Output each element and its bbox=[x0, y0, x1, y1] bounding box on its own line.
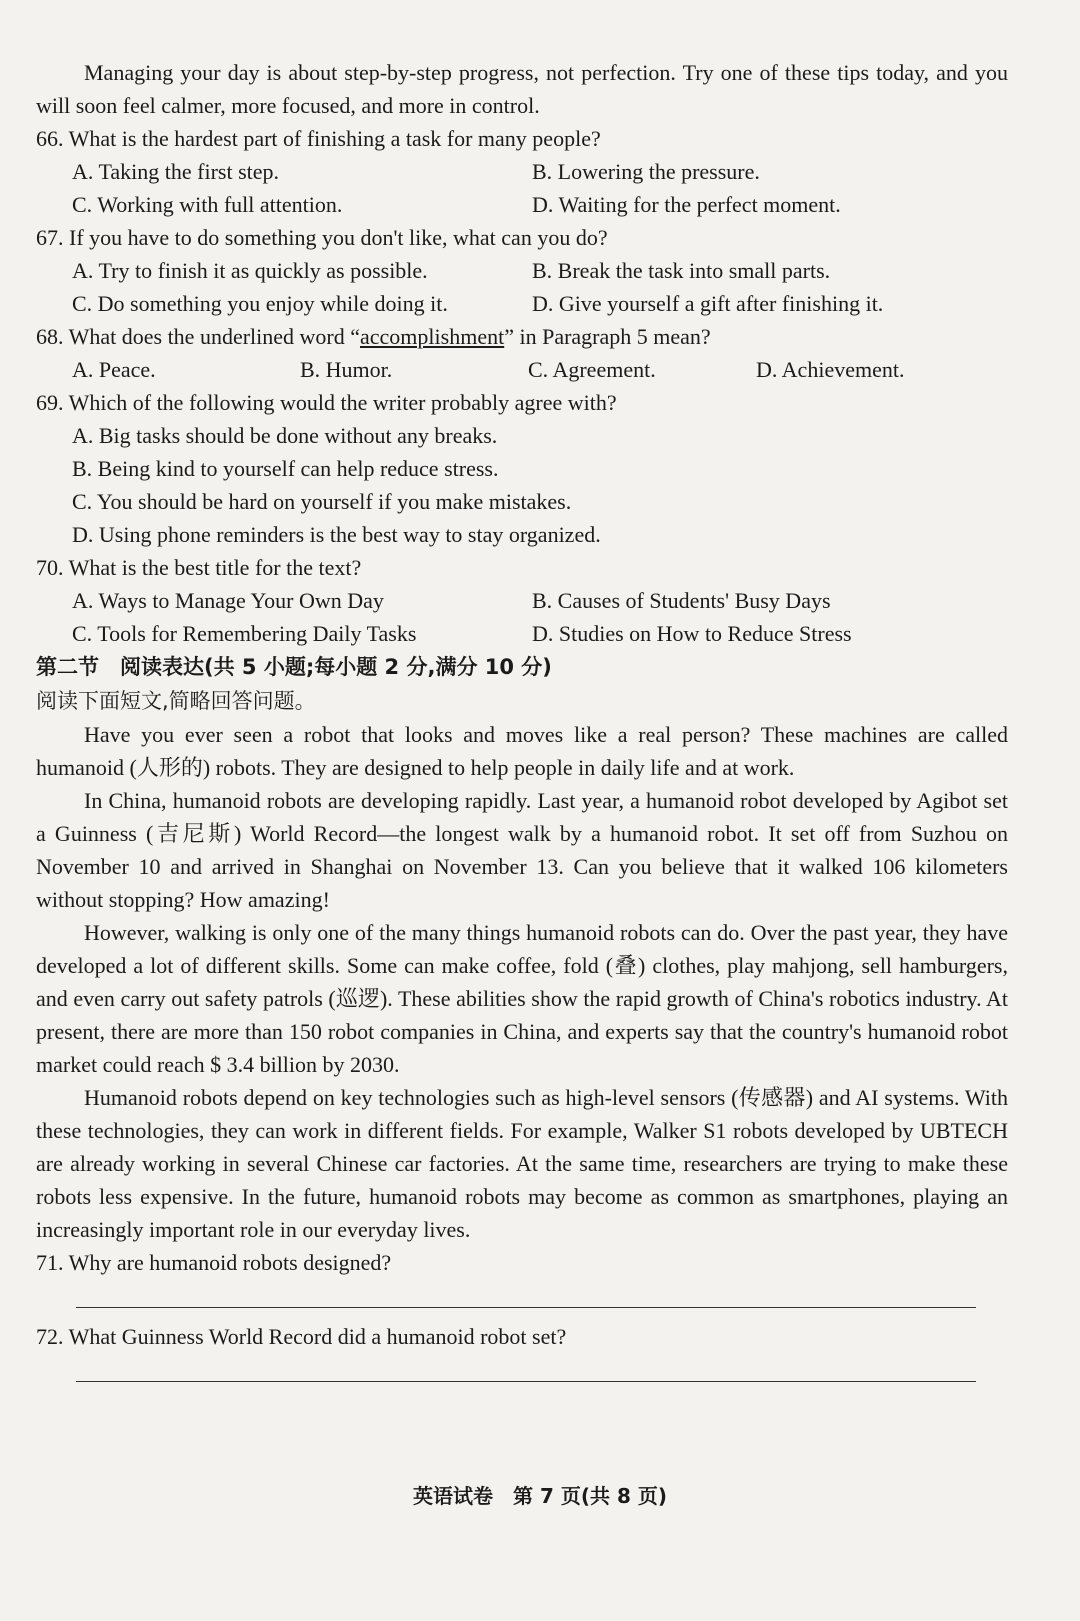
option-c[interactable]: C. Tools for Remembering Daily Tasks bbox=[72, 621, 417, 646]
option-a[interactable]: A. Taking the first step. bbox=[72, 159, 280, 184]
option-d[interactable]: D. Waiting for the perfect moment. bbox=[532, 192, 841, 217]
question-69 bbox=[36, 386, 1008, 551]
option-a[interactable]: A. Ways to Manage Your Own Day bbox=[72, 588, 384, 613]
option-a[interactable]: A. Try to finish it as quickly as possible. bbox=[72, 258, 428, 283]
option-d[interactable]: D. Achievement. bbox=[756, 357, 905, 382]
option-b[interactable]: B. Lowering the pressure. bbox=[532, 159, 760, 184]
option-b[interactable]: B. Humor. bbox=[300, 357, 393, 382]
option-c[interactable]: C. Do something you enjoy while doing it. bbox=[72, 291, 448, 316]
answer-line[interactable] bbox=[76, 1285, 976, 1308]
option-b[interactable]: B. Causes of Students' Busy Days bbox=[532, 588, 831, 613]
stem-text: 68. What does the underlined word “ bbox=[36, 324, 361, 349]
question-stem: 66. What is the hardest part of finishing a task for many people? bbox=[36, 126, 601, 151]
option-b[interactable]: B. Break the task into small parts. bbox=[532, 258, 831, 283]
question-stem: 69. Which of the following would the writer probably agree with? bbox=[36, 390, 617, 415]
option-c[interactable]: C. You should be hard on yourself if you make mistakes. bbox=[72, 489, 572, 514]
passage-paragraph: However, walking is only one of the many things humanoid robots can do. Over the past year, they have developed a lot of different skills. Some can make coffee, fold (叠) clothes, play mahjong, sell hamburgers, and even carry out safety patrols (巡逻). These abilities show the rapid growth of China's robotics industry. At present, there are more than 150 robot companies in China, and experts say that the country's humanoid robot market could reach $ 3.4 billion by 2030. bbox=[36, 920, 1008, 1077]
option-b[interactable]: B. Being kind to yourself can help reduce stress. bbox=[72, 456, 499, 481]
option-a[interactable]: A. Peace. bbox=[72, 357, 156, 382]
question-stem: 70. What is the best title for the text? bbox=[36, 555, 362, 580]
passage-paragraph: In China, humanoid robots are developing rapidly. Last year, a humanoid robot developed by Agibot set a Guinness (吉尼斯) World Record—the longest walk by a humanoid robot. It set off from Suzhou on November 10 and arrived in Shanghai on November 13. Can you believe that it walked 106 kilometers without stopping? How amazing! bbox=[36, 788, 1008, 912]
underlined-word: accomplishment bbox=[360, 324, 505, 349]
question-67 bbox=[36, 221, 1008, 320]
option-a[interactable]: A. Big tasks should be done without any breaks. bbox=[72, 423, 498, 448]
question-72 bbox=[36, 1320, 1008, 1382]
passage-paragraph: Have you ever seen a robot that looks and moves like a real person? These machines are called humanoid (人形的) robots. They are designed to help people in daily life and at work. bbox=[36, 722, 1008, 780]
question-66 bbox=[36, 122, 1008, 221]
question-stem: 71. Why are humanoid robots designed? bbox=[36, 1250, 392, 1275]
section-instruction: 阅读下面短文,简略回答问题。 bbox=[36, 689, 316, 713]
option-d[interactable]: D. Give yourself a gift after finishing it. bbox=[532, 291, 884, 316]
page-footer: 英语试卷 第 7 页(共 8 页) bbox=[413, 1484, 667, 1508]
question-stem: 67. If you have to do something you don't like, what can you do? bbox=[36, 225, 608, 250]
reading-passage bbox=[36, 718, 1008, 1246]
question-68 bbox=[36, 320, 1008, 386]
option-d[interactable]: D. Studies on How to Reduce Stress bbox=[532, 621, 852, 646]
section-title: 第二节 阅读表达(共 5 小题;每小题 2 分,满分 10 分) bbox=[36, 655, 552, 679]
option-c[interactable]: C. Working with full attention. bbox=[72, 192, 343, 217]
option-c[interactable]: C. Agreement. bbox=[528, 357, 656, 382]
question-71 bbox=[36, 1246, 1008, 1308]
question-stem: 72. What Guinness World Record did a humanoid robot set? bbox=[36, 1324, 567, 1349]
passage-paragraph: Humanoid robots depend on key technologies such as high-level sensors (传感器) and AI systems. With these technologies, they can work in different fields. For example, Walker S1 robots developed by UBTECH are already working in several Chinese car factories. At the same time, researchers are trying to make these robots less expensive. In the future, humanoid robots may become as common as smartphones, playing an increasingly important role in our everyday lives. bbox=[36, 1085, 1008, 1242]
intro-paragraph: Managing your day is about step-by-step progress, not perfection. Try one of these tips today, and you will soon feel calmer, more focused, and more in control. bbox=[36, 60, 1008, 118]
option-d[interactable]: D. Using phone reminders is the best way to stay organized. bbox=[72, 522, 601, 547]
question-70 bbox=[36, 551, 1008, 650]
answer-line[interactable] bbox=[76, 1359, 976, 1382]
question-stem bbox=[36, 320, 1008, 353]
stem-text: ” in Paragraph 5 mean? bbox=[504, 324, 711, 349]
